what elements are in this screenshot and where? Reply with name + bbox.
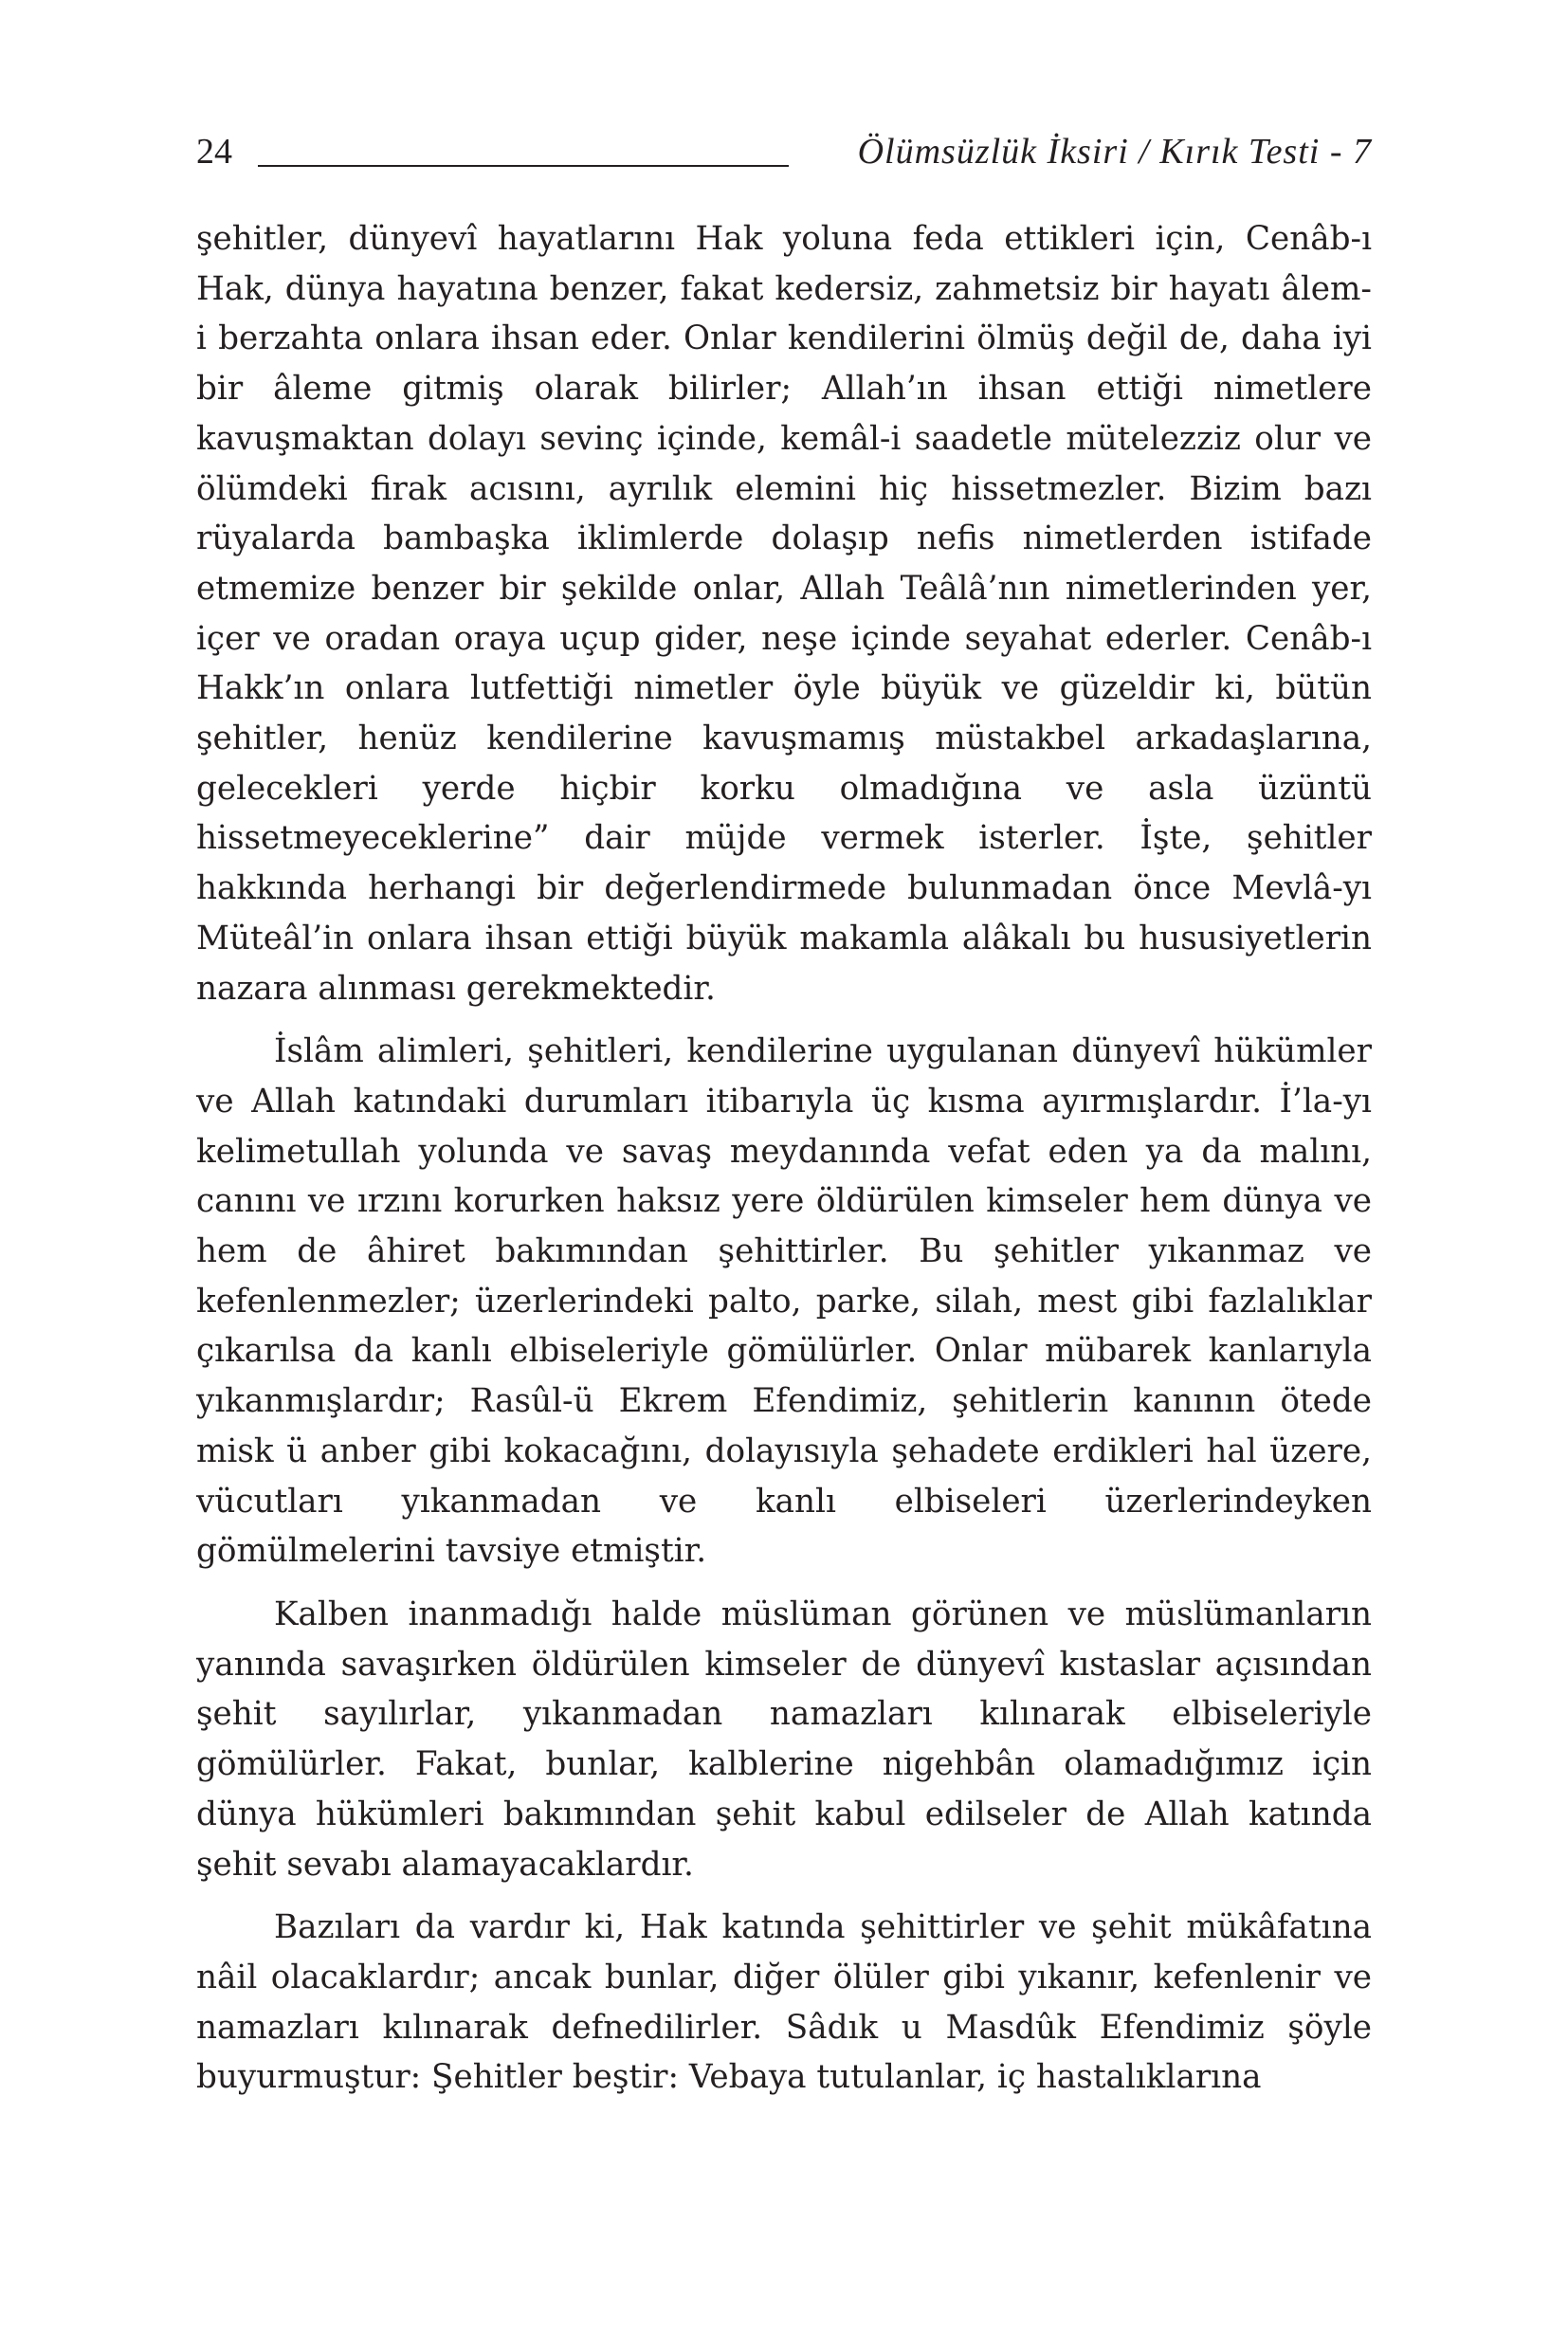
paragraph-continued: şehitler, dünyevî hayatlarını Hak yoluna feda ettikleri için, Cenâb-ı Hak, dünya hayatına benzer, fakat kedersiz, zahmetsiz bir hayatı âlem-i berzahta onlara ihsan eder. Onlar kendilerini ölmüş değil de, daha iyi bir âleme gitmiş olarak bilirler; Allah’ın ihsan ettiği nimetlere kavuşmaktan dolayı sevinç içinde, kemâl-i saadetle mütelezziz olur ve ölümdeki firak acısını, ayrılık elemini hiç hissetmezler. Bizim bazı rüyalarda bambaşka iklimlerde dolaşıp nefis nimetlerden istifade etmemize benzer bir şekilde onlar, Allah Teâlâ’nın nimetlerinden yer, içer ve oradan oraya uçup gider, neşe içinde seyahat ederler. Cenâb-ı Hakk’ın onlara lutfettiği nimetler öyle büyük ve güzeldir ki, bütün şehitler, henüz kendilerine kavuşmamış müstakbel arkadaşlarına, gelecekleri yerde hiçbir korku olmadığına ve asla üzüntü hissetmeyeceklerine” dair müjde vermek isterler. İşte, şehitler hakkında herhangi bir değerlendirmede bulunmadan önce Mevlâ-yı Müteâl’in onlara ihsan ettiği büyük makamla alâkalı bu hususiyetlerin nazara alınması gerekmektedir. bbox=[196, 220, 1372, 1008]
paragraph-islamic-scholars: İslâm alimleri, şehitleri, kendilerine uygulanan dünyevî hükümler ve Allah katındaki durumları itibarıyla üç kısma ayırmışlardır. İ’la-yı kelimetullah yolunda ve savaş meydanında vefat eden ya da malını, canını ve ırzını korurken haksız yere öldürülen kimseler hem dünya ve hem de âhiret bakımından şehittirler. Bu şehitler yıkanmaz ve kefenlenmezler; üzerlerindeki palto, parke, silah, mest gibi fazlalıklar çıkarılsa da kanlı elbiseleriyle gömülürler. Onlar mübarek kanlarıyla yıkanmışlardır; Rasûl-ü Ekrem Efendimiz, şehitlerin kanının ötede misk ü anber gibi kokacağını, dolayısıyla şehadete erdikleri hal üzere, vücutları yıkanmadan ve kanlı elbiseleri üzerlerindeyken gömülmelerini tavsiye etmiştir. bbox=[196, 1032, 1372, 1571]
running-title: Ölümsüzlük İksiri / Kırık Testi - 7 bbox=[857, 132, 1372, 172]
paragraph-martyrs-in-afterlife: Bazıları da vardır ki, Hak katında şehittirler ve şehit mükâfatına nâil olacaklardır; ancak bunlar, diğer ölüler gibi yıkanır, kefenlenir ve namazları kılınarak defnedilirler. Sâdık u Masdûk Efendimiz şöyle buyurmuştur: Şehitler beştir: Vebaya tutulanlar, iç hastalıklarına bbox=[196, 1908, 1372, 2097]
running-head bbox=[196, 123, 1372, 180]
body-text bbox=[196, 214, 1372, 2103]
page-number: 24 bbox=[196, 132, 232, 172]
header-rule bbox=[258, 165, 789, 167]
paragraph-hypocrites: Kalben inanmadığı halde müslüman görünen ve müslümanların yanında savaşırken öldürülen kimseler de dünyevî kıstaslar açısından şehit sayılırlar, yıkanmadan namazları kılınarak elbiseleriyle gömülürler. Fakat, bunlar, kalblerine nigehbân olamadığımız için dünya hükümleri bakımından şehit kabul edilseler de Allah katında şehit sevabı alamayacaklardır. bbox=[196, 1595, 1372, 1884]
